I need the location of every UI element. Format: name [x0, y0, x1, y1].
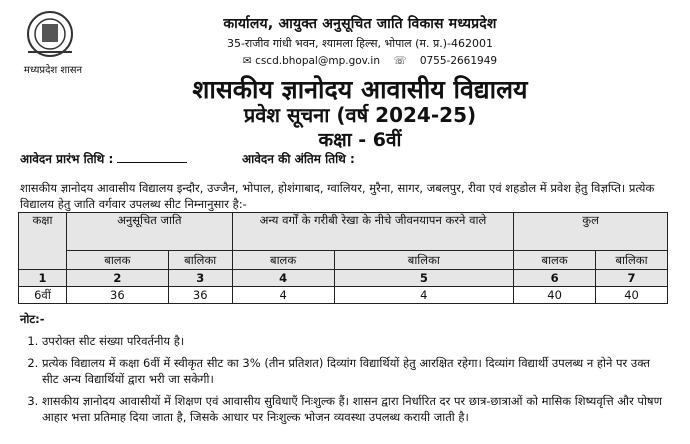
table-cell: 1 — [19, 270, 67, 287]
table-cell: 2 — [66, 270, 168, 287]
header-bpl-boys: बालक — [232, 251, 334, 270]
table-cell: 3 — [168, 270, 232, 287]
notes-section — [20, 312, 670, 431]
email-icon: ✉ — [242, 55, 252, 67]
end-date — [242, 150, 355, 167]
office-address: 35-राजीव गांधी भवन, श्यामला हिल्स, भोपाल (म. प्र.)-462001 — [226, 37, 494, 50]
office-name: कार्यालय, आयुक्त अनुसूचित जाति विकास मध्यप्रदेश — [223, 16, 497, 32]
header-sc-boys: बालक — [66, 251, 168, 270]
table-cell: 40 — [514, 287, 596, 304]
start-date — [20, 150, 187, 167]
email-address: cscd.bhopal@mp.gov.in — [255, 55, 380, 67]
note-item: 1. उपरोक्त सीट संख्या परिवर्तनीय है। — [42, 333, 670, 349]
header-bpl: अन्य वर्गों के गरीबी रेखा के नीचे जीवनयापन करने वाले — [232, 213, 513, 251]
table-cell: 36 — [66, 287, 168, 304]
notice-title: प्रवेश सूचना (वर्ष 2024-25) — [243, 103, 477, 127]
header-bpl-girls: बालिका — [334, 251, 514, 270]
header-sc: अनुसूचित जाति — [66, 213, 232, 251]
table-cell: 4 — [232, 270, 334, 287]
table-subheader-row — [19, 251, 668, 270]
table-cell: 40 — [596, 287, 668, 304]
note-item: 3. शासकीय ज्ञानोदय आवासीयों में शिक्षण एवं आवासीय सुविधाएँ निःशुल्क हैं। शासन द्वारा निर्धारित दर पर छात्र-छात्राओं को मासिक शिष्यवृत्ति और पोषण आहार भत्ता प्रतिमाह दिया जाता है, जिसके आधार पर निःशुल्क भोजन व्यवस्था उपलब्ध करायी जाती है। — [42, 393, 670, 425]
notes-list — [20, 333, 670, 425]
header-class: कक्षा — [19, 213, 67, 270]
table-cell: 36 — [168, 287, 232, 304]
start-date-blank — [117, 152, 187, 163]
note-item: 2. प्रत्येक विद्यालय में कक्षा 6वीं में स्वीकृत सीट का 3% (तीन प्रतिशत) दिव्यांग विद्यार्थियों हेतु आरक्षित रहेगा। दिव्यांग विद्यार्थी उपलब्ध न होने पर उक्त सीट अन्य विद्यार्थियों द्वारा भरी जा सकेगी। — [42, 355, 670, 387]
table-cell: 6 — [514, 270, 596, 287]
end-date-label: आवेदन की अंतिम तिथि : — [242, 152, 355, 166]
seat-table — [18, 212, 668, 304]
emblem-caption: मध्यप्रदेश शासन — [23, 65, 83, 76]
notes-heading: नोट:- — [20, 312, 45, 326]
table-cell: 4 — [334, 287, 514, 304]
header-total-girls: बालिका — [596, 251, 668, 270]
school-title: शासकीय ज्ञानोदय आवासीय विद्यालय — [192, 75, 528, 104]
state-emblem-icon — [18, 8, 82, 60]
table-cell: 5 — [334, 270, 514, 287]
table-cell: 4 — [232, 287, 334, 304]
table-index-row — [19, 270, 668, 287]
table-cell: 6वीं — [19, 287, 67, 304]
header-sc-girls: बालिका — [168, 251, 232, 270]
phone-icon: ☏ — [393, 55, 407, 67]
header-total-boys: बालक — [514, 251, 596, 270]
class-title: कक्षा - 6वीं — [318, 129, 402, 151]
intro-paragraph: शासकीय ज्ञानोदय आवासीय विद्यालय इन्दौर, उज्जैन, भोपाल, होशंगाबाद, ग्वालियर, मुरैना, सागर, जबलपुर, रीवा एवं शहडोल में प्रवेश हेतु विज्ञप्ति। प्रत्येक विद्यालय हेतु जाति वर्गवार उपलब्ध सीट निम्नानुसार है:- — [20, 181, 655, 211]
contact-line — [160, 55, 580, 67]
table-cell: 7 — [596, 270, 668, 287]
table-row — [19, 287, 668, 304]
phone-number: 0755-2661949 — [419, 55, 498, 67]
header-total: कुल — [514, 213, 668, 251]
table-header-row — [19, 213, 668, 251]
start-date-label: आवेदन प्रारंभ तिथि : — [20, 152, 114, 166]
